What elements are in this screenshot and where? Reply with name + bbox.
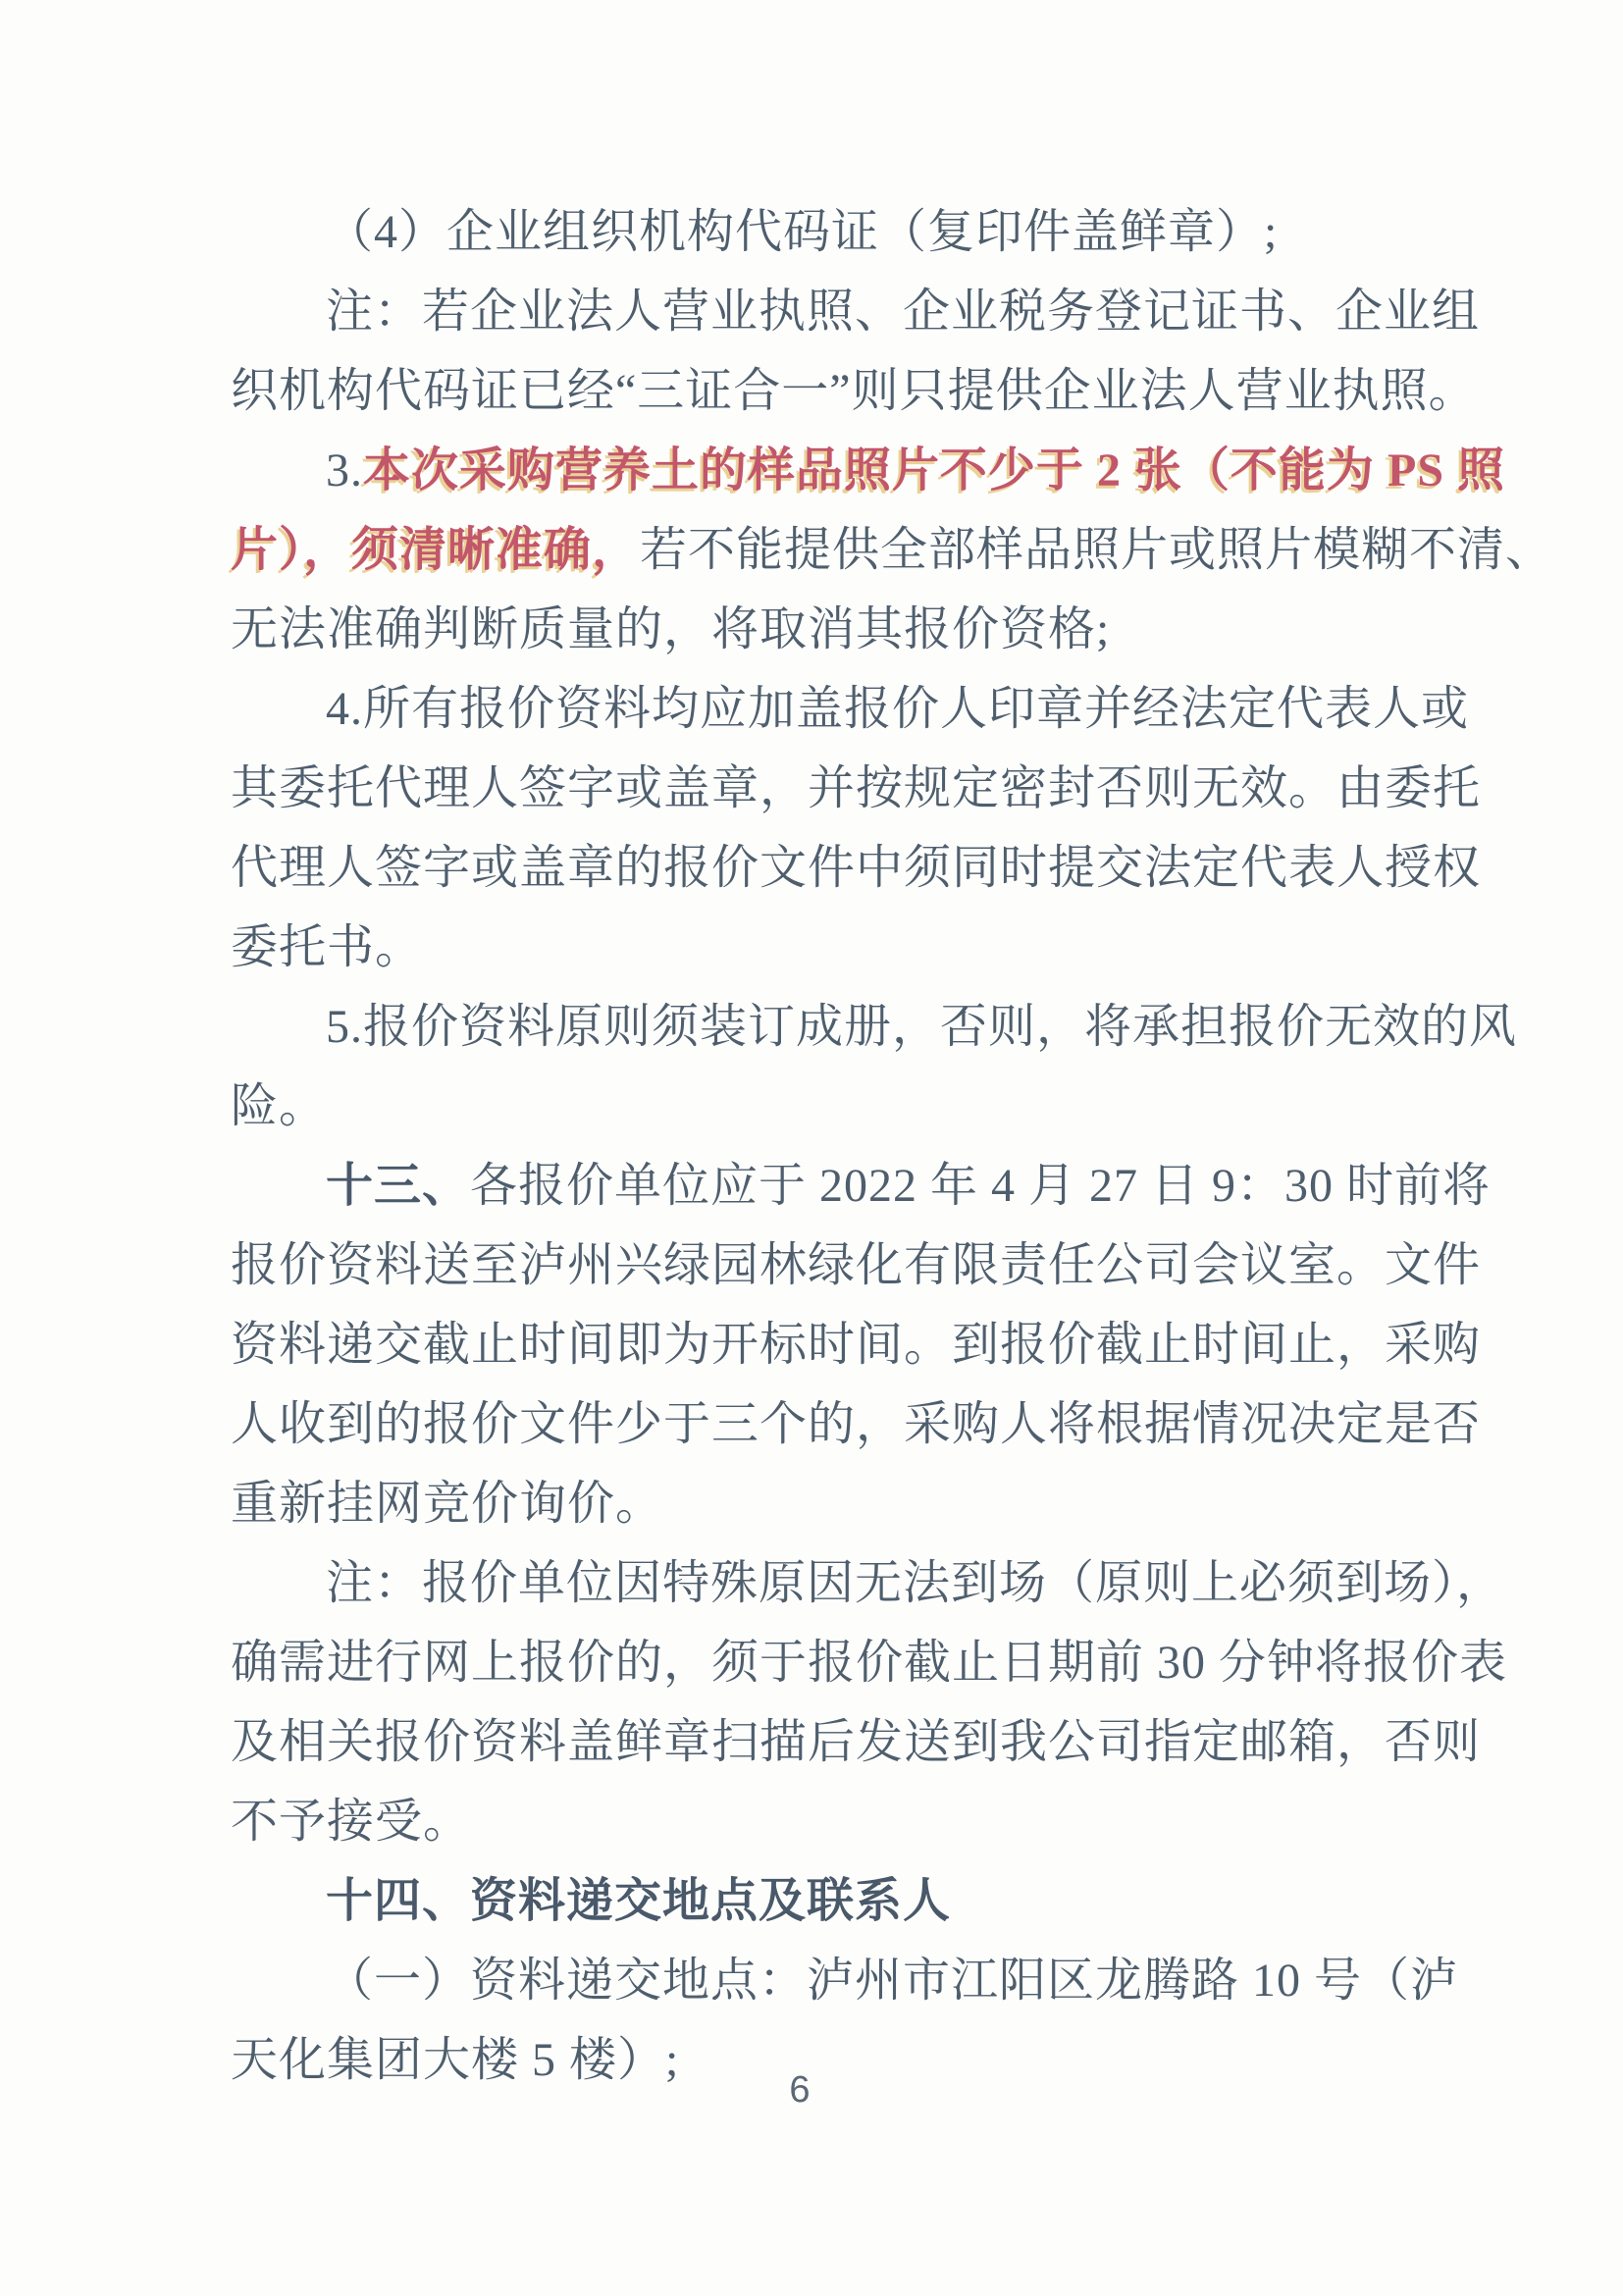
text-run: 确需进行网上报价的，须于报价截止日期前 30 分钟将报价表 xyxy=(231,1637,1508,1689)
text-line xyxy=(231,590,1398,669)
text-run: 无法准确判断质量的，将取消其报价资格; xyxy=(231,603,1111,655)
section-heading-run: 十四、资料递交地点及联系人 xyxy=(326,1875,952,1927)
text-run: （一）资料递交地点：泸州市江阳区龙腾路 10 号（泸 xyxy=(326,1955,1459,2007)
text-run: （4）企业组织机构代码证（复印件盖鲜章）; xyxy=(326,206,1279,258)
text-line xyxy=(231,1384,1482,1464)
text-line xyxy=(231,1941,1459,2020)
text-line xyxy=(231,1543,1505,1623)
text-run: 天化集团大楼 5 楼）; xyxy=(231,2034,680,2086)
text-line xyxy=(231,1623,1508,1702)
text-line xyxy=(231,908,1398,987)
text-line xyxy=(231,1226,1482,1305)
text-run: 重新挂网竞价询价。 xyxy=(231,1478,664,1530)
text-run: 委托书。 xyxy=(231,921,424,973)
text-run: 织机构代码证已经“三证合一”则只提供企业法人营业执照。 xyxy=(231,365,1477,417)
text-line xyxy=(231,1782,1398,1861)
text-line xyxy=(231,510,1554,590)
text-line xyxy=(231,1067,1398,1146)
text-run: 各报价单位应于 2022 年 4 月 27 日 9：30 时前将 xyxy=(470,1160,1492,1212)
text-run: 注：报价单位因特殊原因无法到场（原则上必须到场）， xyxy=(326,1557,1505,1609)
text-line xyxy=(231,749,1482,828)
text-line xyxy=(231,1861,1398,1941)
text-line xyxy=(231,1305,1482,1384)
text-run: 不予接受。 xyxy=(231,1796,472,1848)
text-run: 注：若企业法人营业执照、企业税务登记证书、企业组 xyxy=(326,286,1481,338)
text-run: 险。 xyxy=(231,1080,328,1132)
text-run: 报价资料送至泸州兴绿园林绿化有限责任公司会议室。文件 xyxy=(231,1239,1482,1291)
text-line xyxy=(231,431,1506,510)
text-run: 及相关报价资料盖鲜章扫描后发送到我公司指定邮箱，否则 xyxy=(231,1716,1482,1768)
section-heading-run: 十三、 xyxy=(326,1160,471,1212)
text-run: 若不能提供全部样品照片或照片模糊不清、 xyxy=(640,524,1554,576)
text-line xyxy=(231,987,1518,1067)
text-line xyxy=(231,669,1470,749)
text-run: 人收到的报价文件少于三个的，采购人将根据情况决定是否 xyxy=(231,1398,1482,1450)
text-run: 3. xyxy=(326,444,363,496)
text-run: 其委托代理人签字或盖章，并按规定密封否则无效。由委托 xyxy=(231,762,1482,814)
text-line xyxy=(231,351,1477,431)
text-run-red: 本次采购营养土的样品照片不少于 2 张（不能为 PS 照 xyxy=(363,444,1506,496)
page-number: 6 xyxy=(789,2069,811,2111)
text-run-red: 片），须清晰准确， xyxy=(231,524,641,576)
text-line xyxy=(231,1464,1398,1543)
text-line xyxy=(231,272,1481,351)
text-line xyxy=(231,1702,1482,1782)
text-run: 5.报价资料原则须装订成册，否则，将承担报价无效的风 xyxy=(326,1001,1518,1053)
text-run: 4.所有报价资料均应加盖报价人印章并经法定代表人或 xyxy=(326,683,1470,735)
text-run: 代理人签字或盖章的报价文件中须同时提交法定代表人授权 xyxy=(231,842,1482,894)
text-block xyxy=(231,192,1554,2100)
text-run: 资料递交截止时间即为开标时间。到报价截止时间止，采购 xyxy=(231,1319,1482,1371)
text-line xyxy=(231,828,1482,908)
text-line xyxy=(231,192,1398,272)
text-line xyxy=(231,1146,1492,1226)
